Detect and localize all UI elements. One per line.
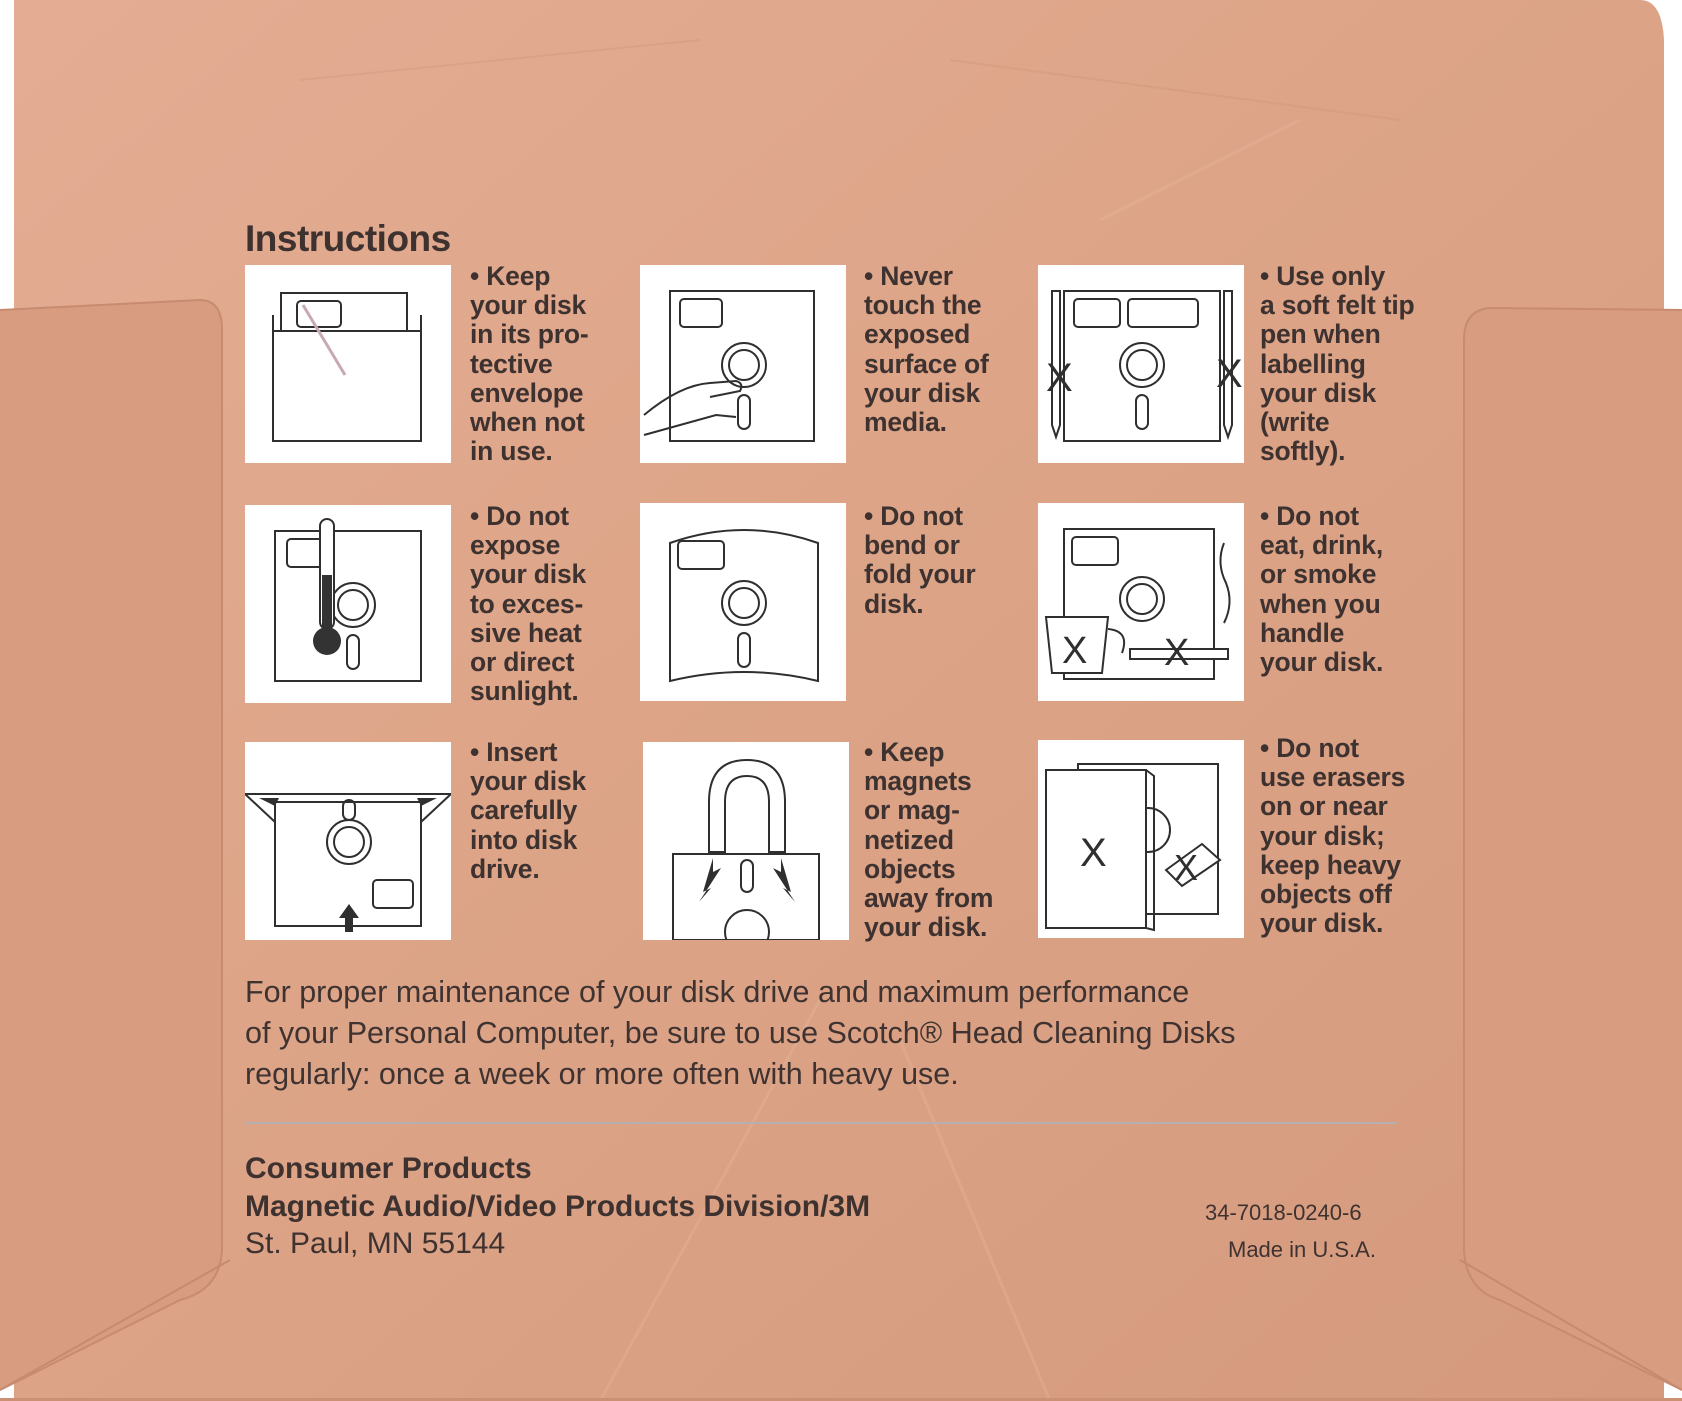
tile-magnets [643, 742, 849, 940]
svg-text:X: X [1046, 356, 1073, 400]
instruction-keep-in-envelope: • Keep your disk in its pro- tective envelope when not in use. [470, 261, 589, 467]
note-line: For proper maintenance of your disk drive and maximum performance [245, 975, 1190, 1009]
finger-touching-disk-icon [640, 265, 846, 463]
heavy-objects-eraser-icon [1038, 740, 1244, 938]
svg-text:X: X [1164, 632, 1190, 674]
maintenance-note [245, 972, 1236, 1095]
tile-bend [640, 503, 846, 701]
instruction-eat-drink: • Do not eat, drink, or smoke when you handle your disk. [1260, 501, 1384, 678]
instruction-heat: • Do not expose your disk to exces- sive heat or direct sunlight. [470, 501, 587, 707]
instruction-bend: • Do not bend or fold your disk. [864, 501, 976, 619]
tile-heat [245, 505, 451, 703]
disk-in-envelope-icon [245, 265, 451, 463]
instruction-felt-tip: • Use only a soft felt tip pen when labelling your disk (write softly). [1260, 261, 1415, 467]
company-name: Consumer Products [245, 1152, 532, 1185]
tile-eat-drink [1038, 503, 1244, 701]
part-number: 34-7018-0240-6 [1205, 1200, 1362, 1225]
tile-erasers [1038, 740, 1244, 938]
page-title: Instructions [245, 218, 451, 259]
svg-text:X: X [1080, 831, 1107, 875]
divider [245, 1122, 1397, 1124]
tile-never-touch [640, 265, 846, 463]
svg-text:X: X [1062, 630, 1088, 672]
insert-disk-drive-icon [245, 742, 451, 940]
felt-tip-pen-disk-icon [1038, 265, 1244, 463]
instruction-magnets: • Keep magnets or mag- netized objects away from your disk. [864, 737, 994, 943]
cup-cigarette-disk-icon [1038, 503, 1244, 701]
thermometer-disk-icon [245, 505, 451, 703]
magnet-disk-icon [643, 742, 849, 940]
right-flap [1464, 308, 1682, 1390]
svg-text:X: X [1216, 352, 1243, 396]
made-in-label: Made in U.S.A. [1228, 1237, 1376, 1262]
bent-disk-icon [640, 503, 846, 701]
instruction-insert: • Insert your disk carefully into disk drive. [470, 737, 587, 884]
company-address: St. Paul, MN 55144 [245, 1227, 506, 1260]
svg-text:X: X [1174, 847, 1199, 888]
tile-disk-in-envelope [245, 265, 451, 463]
instruction-never-touch: • Never touch the exposed surface of your disk media. [864, 261, 989, 438]
tile-insert [245, 742, 451, 940]
left-flap [0, 300, 222, 1390]
note-line: of your Personal Computer, be sure to use Scotch® Head Cleaning Disks [245, 1016, 1236, 1050]
note-line: regularly: once a week or more often with heavy use. [245, 1057, 959, 1091]
tile-felt-tip [1038, 265, 1244, 463]
instruction-erasers: • Do not use erasers on or near your disk; keep heavy objects off your disk. [1260, 733, 1406, 939]
company-division: Magnetic Audio/Video Products Division/3M [245, 1190, 871, 1223]
